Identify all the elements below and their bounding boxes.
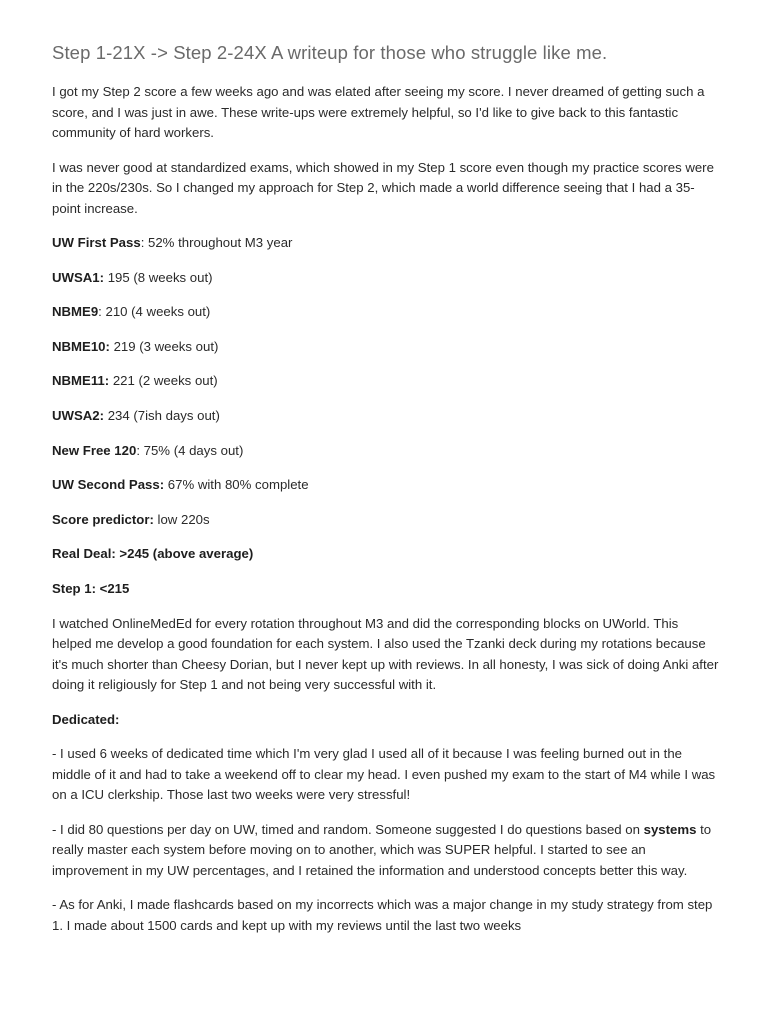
score-value: 52% throughout M3 year [148, 235, 293, 250]
dedicated-paragraph-2: - I did 80 questions per day on UW, timed and random. Someone suggested I do questions based on systems to really master each system before moving on to another, which was SUPER helpful. I started to see an improvement in my UW percentages, and I retained the information and understood concepts better this way. [52, 821, 712, 878]
score-item-uwsa1 [52, 268, 720, 288]
score-label: UWSA2: [52, 407, 105, 423]
document-body [52, 42, 720, 950]
score-item-nbme9: NBME9: 210 (4 weeks out) [52, 304, 211, 320]
score-item-uw-second-pass [52, 475, 720, 495]
score-value: 67% with 80% complete [167, 477, 309, 493]
score-value: 221 (2 weeks out) [112, 373, 218, 389]
score-label: NBME10: [52, 338, 110, 354]
score-label: New Free 120 [52, 442, 137, 458]
rotation-paragraph: I watched OnlineMedEd for every rotation throughout M3 and did the corresponding blocks on UWorld. This helped me develop a good foundation for each system. I also used the Tzanki deck during my rotations because it's much shorter than Cheesy Dorian, but I never kept up with reviews. In all honesty, I was sick of doing Anki after doing it religiously for Step 1 and not being very successful with it. [52, 615, 719, 693]
emphasis-systems: systems [643, 821, 697, 837]
score-label: UWSA1: [52, 269, 105, 285]
step1-score: Step 1: <215 [52, 580, 130, 596]
score-item-nbme11 [52, 371, 720, 391]
score-value: 210 (4 weeks out) [105, 304, 211, 320]
score-item-uwsa2 [52, 406, 720, 426]
score-label: NBME11: [52, 373, 110, 389]
page-title: Step 1-21X -> Step 2-24X A writeup for those who struggle like me. [52, 42, 608, 63]
dedicated-paragraph-1: - I used 6 weeks of dedicated time which I'm very glad I used all of it because I was feeling burned out in the middle of it and had to take a weekend off to clear my head. I even pushed my exam to the start of M4 while I was on a ICU clerkship. Those last two weeks were very stressful! [52, 746, 716, 803]
score-value: 195 (8 weeks out) [107, 269, 213, 285]
score-list [52, 233, 720, 530]
score-item-score-predictor [52, 510, 720, 530]
score-item-new-free-120: New Free 120: 75% (4 days out) [52, 442, 244, 458]
dedicated-paragraph-3: - As for Anki, I made flashcards based on my incorrects which was a major change in my study strategy from step 1. I made about 1500 cards and kept up with my reviews until the last two weeks [52, 897, 713, 933]
score-value: 234 (7ish days out) [107, 407, 220, 423]
score-label: UW Second Pass: [52, 477, 165, 493]
score-label: UW First Pass [52, 235, 141, 250]
intro-paragraph-1: I got my Step 2 score a few weeks ago and was elated after seeing my score. I never dreamed of getting such a score, and I was just in awe. These write-ups were extremely helpful, so I'd like to give back to this fantastic community of hard workers. [52, 84, 705, 140]
score-item-nbme10 [52, 337, 720, 357]
intro-paragraph-2: I was never good at standardized exams, which showed in my Step 1 score even though my practice scores were in the 220s/230s. So I changed my approach for Step 2, which made a world difference seeing that I had a 35-point increase. [52, 159, 714, 216]
score-value: low 220s [157, 511, 210, 527]
score-label: NBME9 [52, 304, 99, 320]
score-label: Score predictor: [52, 511, 154, 527]
score-value: 219 (3 weeks out) [113, 338, 219, 354]
score-item-uw-first-pass: UW First Pass: 52% throughout M3 year [52, 235, 293, 250]
score-value: 75% (4 days out) [143, 442, 244, 458]
real-deal-score: Real Deal: >245 (above average) [52, 546, 254, 562]
dedicated-heading: Dedicated: [52, 711, 120, 727]
